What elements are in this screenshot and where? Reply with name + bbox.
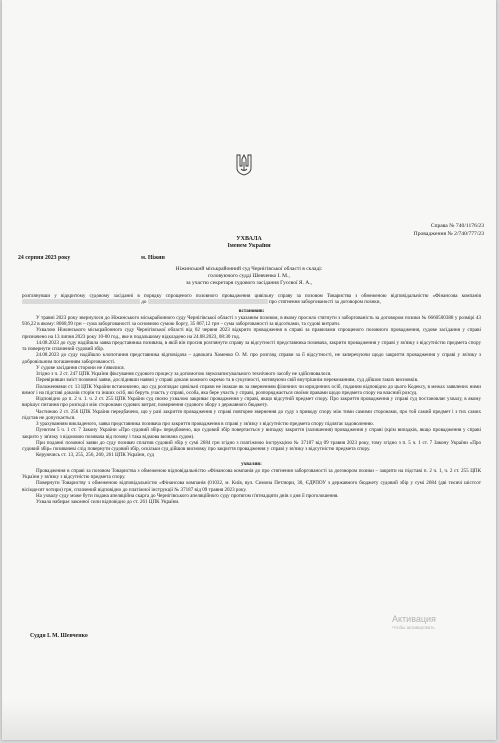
resolution-paragraph: Провадження в справі за позовом Товариства з обмеженою відповідальністю «Фінансова компанія до про стягнення заборгованості за договором позики – закрити на підставі п. 2 ч. 1, ч. 2 ст. 255 ЦПК України у зв'язку з відсутністю предмета спору. — [22, 467, 481, 480]
ruling-city: м. Ніжин — [141, 255, 165, 261]
section-heading-resolved: ухвалив: — [241, 460, 262, 467]
paragraph: Положеннями ст. 13 ЦПК України встановлено, що суд розглядає цивільні справи не інакше як за зверненням фізичних чи юридичних осіб, поданим відповідно до цього Кодексу, в межах заявлених ними вимог і на підставі доказів сторін та інших осіб, які беруть участь у справі, особа, яка бере участь у справі, розпоряджається своїми правами щодо предмета спору на власний розсуд. — [22, 383, 481, 396]
court-line: Ніжинський міськрайонний суд Чернігівської області в складі: — [175, 266, 323, 272]
redacted-text — [148, 299, 268, 304]
paragraph: Перевіривши зміст позовної заяви, дослідивши наявні у справі докази кожного окремо та в сукупності, мотивуючи свій внутрішнім переконанням, суд дійшов таких висновків. — [36, 377, 419, 384]
section-heading-established: встановив: — [238, 307, 265, 314]
document-title-block — [2, 236, 496, 250]
court-ruling-page — [2, 0, 496, 740]
court-line: за участю секретаря судового засідання Гусєвої Я. А., — [185, 280, 313, 287]
resolution-paragraph: Повернути Товариству з обмеженою відповідальністю «Фінансова компанія (01032, м. Київ, вул. Симона Петлюри, 30, ЄДРПОУ з державного бюджету судовий збір у сумі 2684 (дві тисячі шістсот вісімдесят чотири) грн, сплачений відповідно до платіжної інструкції № 37187 від 09 травня 2023 року. — [22, 480, 481, 493]
paragraph: Ухвалою Ніжинського міськрайонного суду Чернігівської області від 02 червня 2023 відкрито провадження в справі за правилами спрощеного позовного провадження, судове засідання у справі призначено на 13 липня 2023 року 10-00 год., яке в подальшому відкладено на 24.08.2023, 08:30 год. — [22, 327, 481, 340]
redacted-text — [22, 299, 140, 304]
windows-activation-watermark — [392, 614, 436, 630]
paragraph: Частиною 2 ст. 256 ЦПК України передбачено, що у разі закриття провадження у справі повторне звернення до суду з приводу спору між тими самими сторонами, про той самий предмет і з тих самих підстав не допускається. — [22, 408, 481, 421]
paragraph: Пунктом 5 ч. 1 ст. 7 Закону України «Про судовий збір» передбачено, що судовий збір повертається у випадку закриття (залишення) провадження у справі (крім випадків, якщо провадження у справі закрито у зв'язку з відмовою позивача від позову і така відмова визнана судом). — [22, 427, 481, 440]
paragraph: У судове засідання сторони не з'явилися. — [36, 364, 125, 371]
proceeding-number: Провадження № 2/740/777/23 — [413, 231, 484, 237]
paragraph: 24.08.2023 до суду надійшло клопотання представника відповідача – адвоката Хоменко О. М. про розгляд справи за її відсутності, не заперечуючи щодо закриття провадження у справі у зв'язку з добровільним погашенням заборгованості. — [22, 352, 481, 365]
watermark-line: Чтобы активировать — [392, 625, 435, 630]
paragraph: 14.08.2023 до суду надійшла заява представника позивача, в якій він просив розглянути справу за відсутності представника позивача, закрити провадження у справі у зв'язку з відсутністю предмета спору та повернути сплачений судовий збір. — [22, 339, 481, 352]
paragraph: Відповідно до п. 2 ч. 1. ч. 2 ст. 255 ЦПК України суд своєю ухвалою закриває провадження у справі, якщо відсутній предмет спору. Про закриття провадження у справі суд постановляє ухвалу, в якому вирішує питання про розподіл між сторонами судових витрат, повернення судового збору з державного бюджету. — [22, 396, 481, 409]
page-shadow — [2, 700, 496, 740]
paragraph: З урахуванням викладеного, заява представника позивача про закриття провадження в справі у зв'язку з відсутністю предмета спору підлягає задоволенню. — [36, 421, 375, 427]
paragraph: Керуючись ст. 13, 255, 256, 260, 261 ЦПК України, суд — [36, 452, 154, 459]
ruling-date: 24 серпня 2023 року — [18, 255, 71, 261]
court-line: головуючого судді Шевченко І. М., — [208, 273, 290, 280]
watermark-line: Активация — [392, 614, 436, 624]
date-line — [18, 255, 484, 261]
paragraph: Згідно з ч. 2 ст. 247 ЦПК України фіксування судового процесу за допомогою звукозаписувального технічного засобу не здійснювалося. — [36, 371, 332, 377]
resolution-paragraph: Ухвала набирає законної сили відповідно до ст. 261 ЦПК України. — [36, 499, 180, 505]
document-subtitle: Іменем України — [227, 243, 271, 249]
case-number: Справа № 740/1176/23 — [430, 223, 484, 229]
resolution-paragraph: На ухвалу суду може бути подана апеляційна скарга до Чернігівського апеляційного суду протягом п'ятнадцяти днів з дня її проголошення. — [36, 492, 339, 499]
document-body — [22, 293, 481, 505]
paragraph: У травні 2023 року звернулося до Ніжинського міськрайонного суду Чернігівської області з указаним позовом, в якому просило стягнути з заборгованість за договором позики № 6660500388 у розмірі 43 936,22 в якому: 8068,99 грн – сума заборгованості за основною сумою боргу, 35 867,12 грн – сума заборгованості за відсотками, та судові витрати. — [22, 314, 481, 327]
court-composition — [2, 266, 496, 288]
document-title: УХВАЛА — [236, 236, 262, 242]
intro-paragraph: розглянувши у відкритому судовому засіданні в порядку спрощеного позовного провадження цивільну справу за позовом Товариства з обмеженою відповідальністю «Фінансова компанія до про стягнення заборгованості за договором позики, — [22, 293, 482, 306]
paragraph: При поданні позовної заяви до суду позивач сплатив судовий збір у сумі 2684 грн згідно з платіжною інструкцією № 37187 від 09 травня 2023 року, тому згідно з п. 5 ч. 1 ст. 7 Закону України «Про судовий збір» позивачеві слід повернути судовий збір, оскільки суд дійшов висновку про закриття провадження у справі у зв'язку з відсутністю предмета спору. — [22, 439, 481, 452]
judge-signature: Суддя І. М. Шевченко — [30, 633, 88, 639]
trident-emblem-icon — [236, 154, 252, 176]
